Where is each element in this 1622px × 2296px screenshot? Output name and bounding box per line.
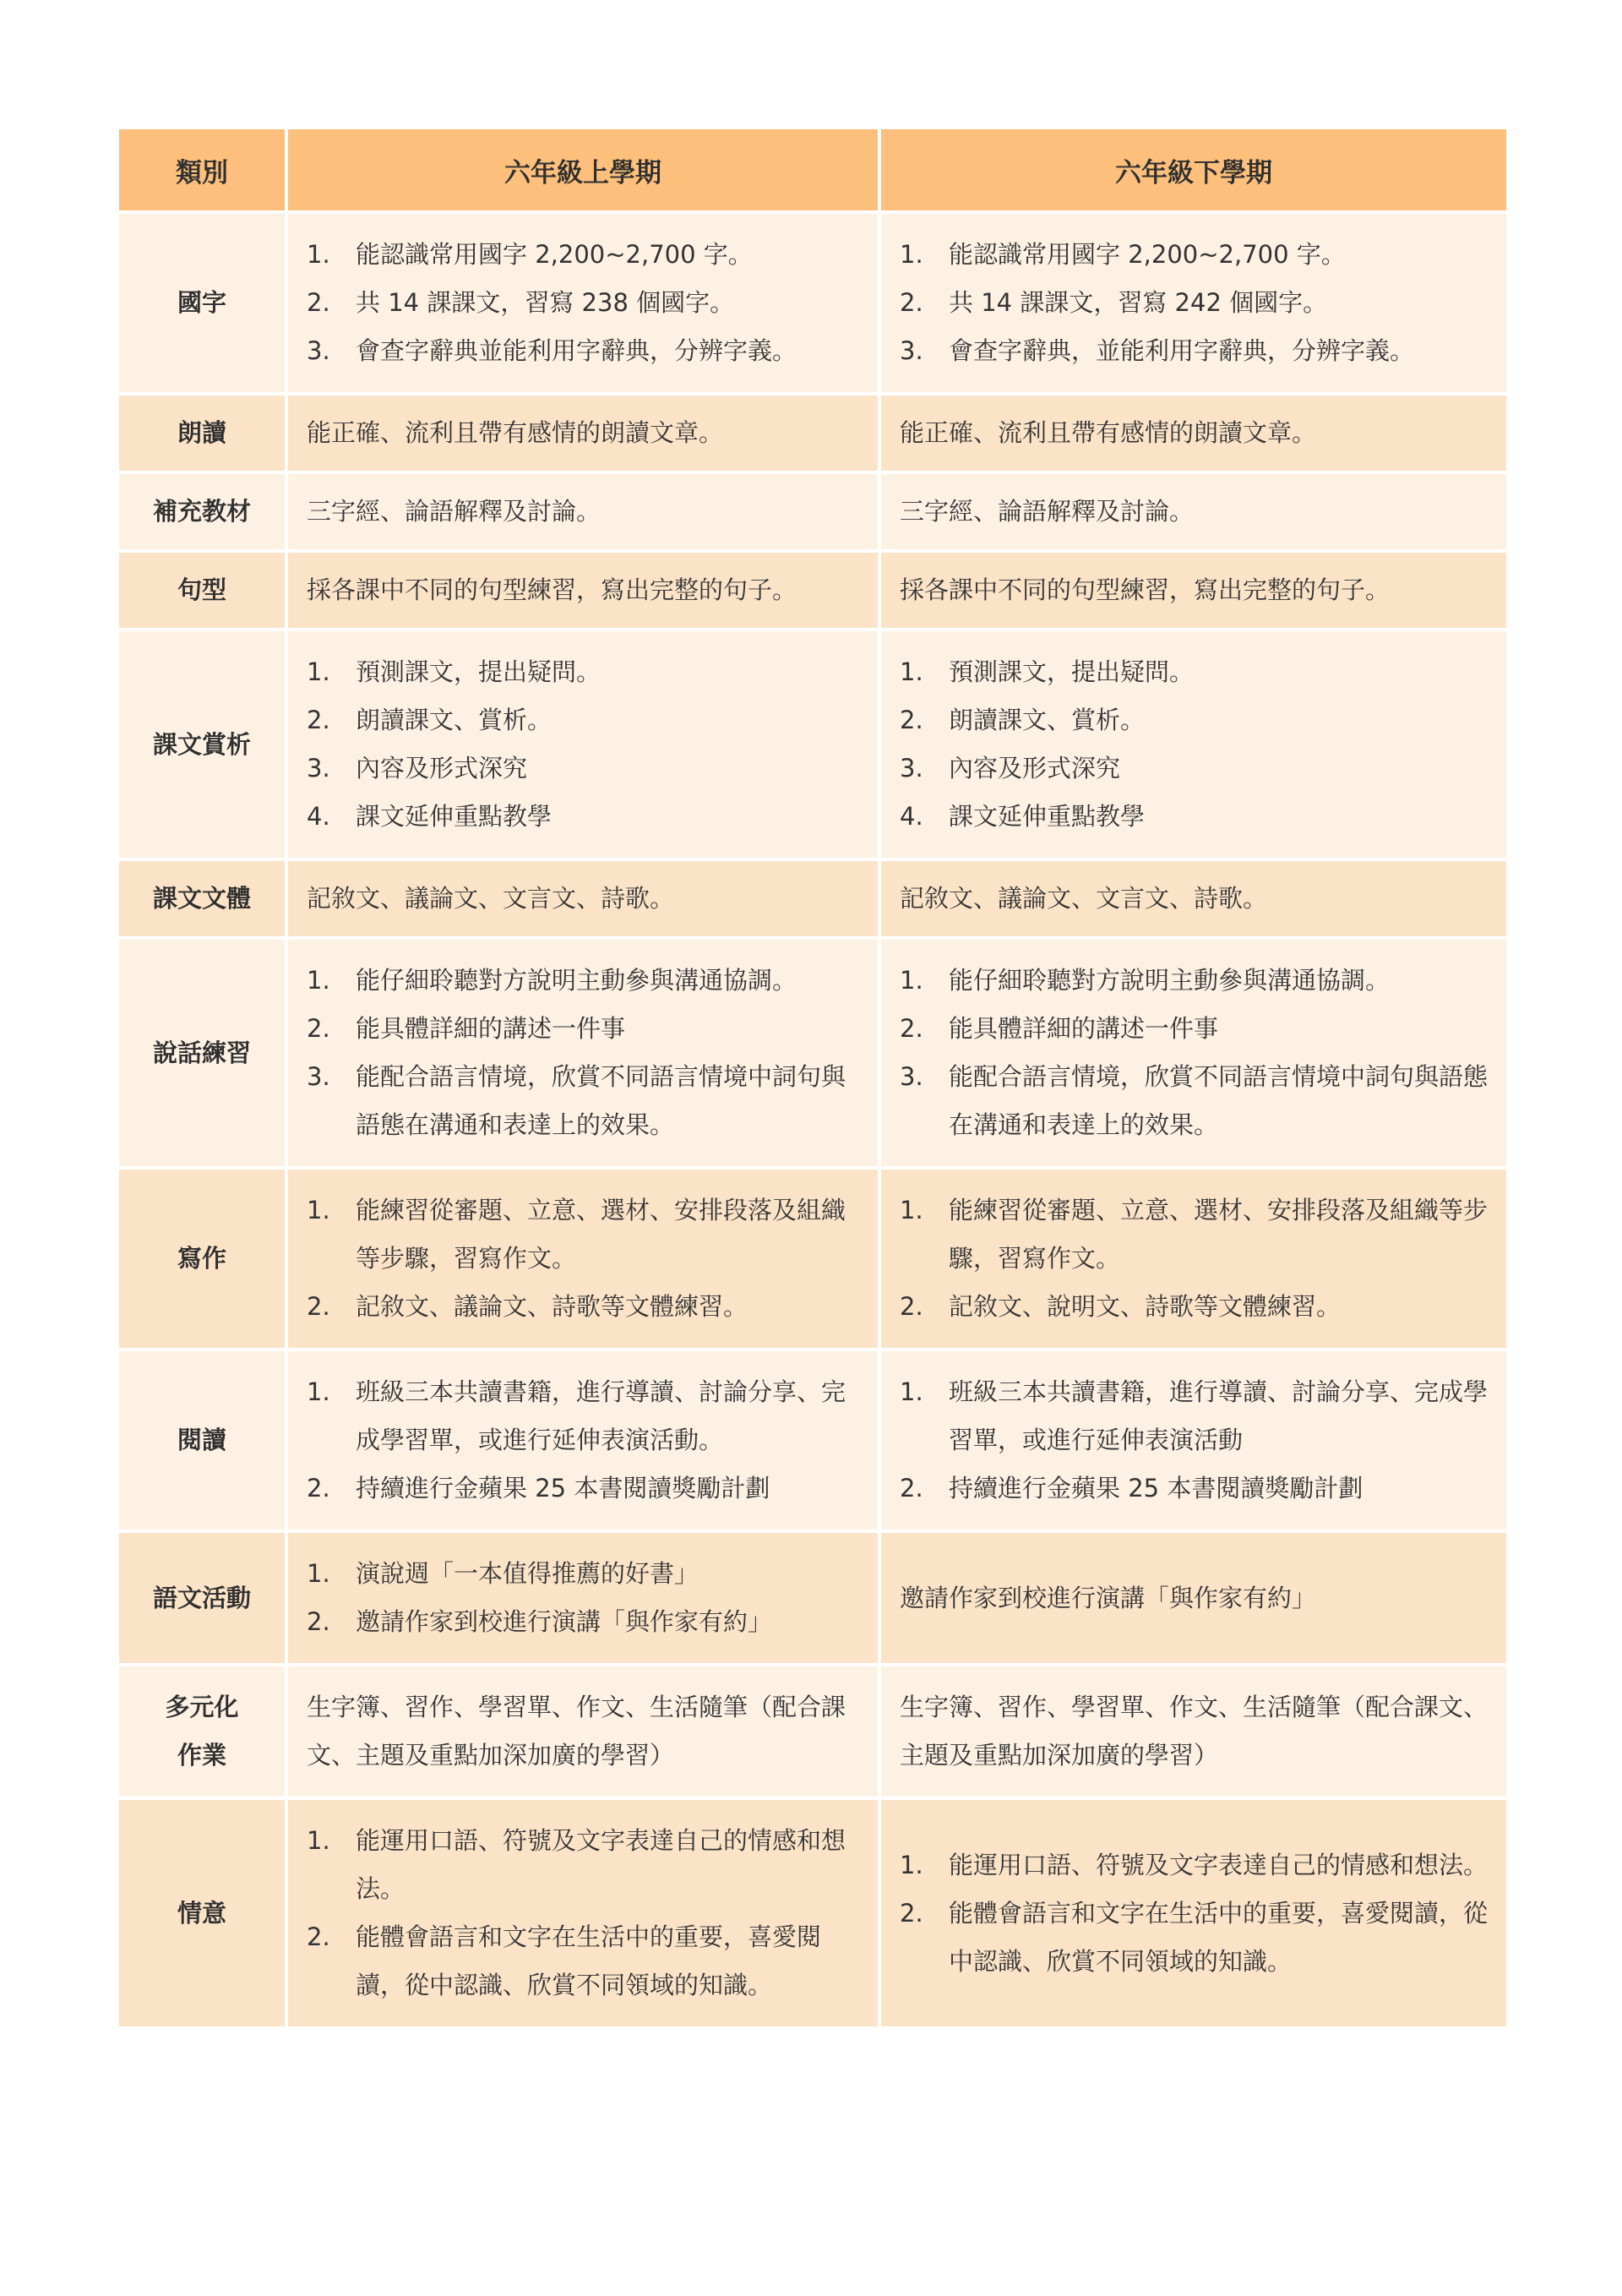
category-label: 句型	[177, 575, 226, 604]
list-item	[900, 1053, 1488, 1149]
list-item	[900, 279, 1488, 327]
category-cell	[119, 1533, 285, 1663]
table-row	[119, 1800, 1506, 2026]
category-label: 課文賞析	[152, 729, 251, 759]
second-semester-cell	[881, 1170, 1506, 1348]
list-item-text: 內容及形式深究	[949, 754, 1121, 783]
list-number: 2.	[307, 1922, 330, 1951]
first-semester-cell	[288, 214, 878, 392]
first-semester-cell	[288, 553, 878, 628]
list-number: 1.	[307, 1826, 330, 1855]
table-body	[119, 214, 1506, 2026]
second-semester-cell	[881, 1533, 1506, 1663]
list-number: 1.	[307, 657, 330, 686]
list-item-text: 能體會語言和文字在生活中的重要，喜愛閱讀，從中認識、欣賞不同領域的知識。	[356, 1922, 822, 1999]
list-number: 2.	[900, 706, 923, 734]
list-item-text: 能體會語言和文字在生活中的重要，喜愛閱讀，從中認識、欣賞不同領域的知識。	[949, 1898, 1489, 1976]
item-list	[900, 1841, 1488, 1986]
category-cell	[119, 1170, 285, 1348]
category-cell	[119, 395, 285, 471]
list-number: 2.	[900, 288, 923, 317]
header-second-semester: 六年級下學期	[881, 129, 1506, 210]
list-item-text: 能仔細聆聽對方說明主動參與溝通協調。	[949, 966, 1391, 995]
list-item	[900, 957, 1488, 1005]
item-list	[307, 1550, 859, 1646]
header-category: 類別	[119, 129, 285, 210]
category-cell	[119, 861, 285, 936]
list-item	[900, 696, 1488, 744]
list-item	[900, 327, 1488, 375]
list-item-text: 課文延伸重點教學	[949, 802, 1146, 831]
list-item-text: 能認識常用國字 2,200~2,700 字。	[356, 240, 753, 269]
list-item	[307, 1283, 859, 1331]
cell-text: 生字簿、習作、學習單、作文、生活隨筆（配合課文、主題及重點加深加廣的學習）	[900, 1693, 1489, 1770]
cell-text: 邀請作家到校進行演講「與作家有約」	[900, 1583, 1317, 1612]
header-first-semester: 六年級上學期	[288, 129, 878, 210]
list-item-text: 朗讀課文、賞析。	[356, 706, 552, 734]
table-row	[119, 631, 1506, 858]
list-item-text: 能運用口語、符號及文字表達自己的情感和想法。	[356, 1826, 846, 1903]
category-label: 多元化	[165, 1693, 239, 1721]
list-number: 3.	[307, 336, 330, 365]
header-row	[119, 129, 1506, 210]
list-number: 1.	[900, 657, 923, 686]
list-item-text: 班級三本共讀書籍，進行導讀、討論分享、完成學習單，或進行延伸表演活動	[949, 1377, 1489, 1454]
category-cell	[119, 1800, 285, 2026]
list-number: 1.	[900, 1196, 923, 1224]
list-number: 3.	[900, 336, 923, 365]
list-item	[307, 1053, 859, 1149]
list-item-text: 能仔細聆聽對方說明主動參與溝通協調。	[356, 966, 797, 995]
list-item	[307, 1464, 859, 1513]
list-item-text: 持續進行金蘋果 25 本書閱讀獎勵計劃	[949, 1474, 1363, 1502]
second-semester-cell	[881, 214, 1506, 392]
cell-text: 採各課中不同的句型練習，寫出完整的句子。	[307, 575, 797, 604]
list-item	[900, 1005, 1488, 1053]
first-semester-cell	[288, 474, 878, 549]
cell-text: 記敘文、議論文、文言文、詩歌。	[900, 884, 1268, 913]
first-semester-cell	[288, 1666, 878, 1797]
list-item-text: 課文延伸重點教學	[356, 802, 552, 831]
list-item	[900, 1186, 1488, 1283]
first-semester-cell	[288, 1170, 878, 1348]
cell-text: 生字簿、習作、學習單、作文、生活隨筆（配合課文、主題及重點加深加廣的學習）	[307, 1693, 846, 1770]
list-item	[900, 1283, 1488, 1331]
list-item	[307, 1368, 859, 1464]
list-item	[307, 957, 859, 1005]
item-list	[900, 957, 1488, 1149]
table-row	[119, 861, 1506, 936]
category-label: 閱讀	[177, 1426, 226, 1454]
item-list	[900, 1186, 1488, 1331]
cell-text: 能正確、流利且帶有感情的朗讀文章。	[900, 418, 1317, 447]
table-row	[119, 1533, 1506, 1663]
list-number: 3.	[307, 1062, 330, 1091]
list-number: 1.	[900, 240, 923, 269]
category-cell	[119, 1351, 285, 1530]
list-item	[900, 1841, 1488, 1890]
item-list	[307, 231, 859, 375]
list-item	[900, 1464, 1488, 1513]
list-item	[307, 696, 859, 744]
category-cell	[119, 474, 285, 549]
list-item-text: 會查字辭典並能利用字辭典，分辨字義。	[356, 336, 797, 365]
second-semester-cell	[881, 474, 1506, 549]
list-item	[307, 1005, 859, 1053]
list-item	[900, 1890, 1488, 1986]
list-number: 1.	[307, 1196, 330, 1224]
list-number: 4.	[307, 802, 330, 831]
category-cell	[119, 631, 285, 858]
list-item	[307, 744, 859, 793]
list-item-text: 能運用口語、符號及文字表達自己的情感和想法。	[949, 1850, 1489, 1879]
list-item	[307, 793, 859, 841]
list-item	[307, 1186, 859, 1283]
list-item	[900, 793, 1488, 841]
first-semester-cell	[288, 940, 878, 1166]
second-semester-cell	[881, 1351, 1506, 1530]
list-number: 2.	[900, 1474, 923, 1502]
category-label: 情意	[177, 1898, 226, 1928]
list-item-text: 能具體詳細的講述一件事	[356, 1014, 626, 1043]
list-item-text: 能練習從審題、立意、選材、安排段落及組織等步驟，習寫作文。	[949, 1196, 1489, 1273]
list-item	[900, 1368, 1488, 1464]
list-item-text: 記敘文、議論文、詩歌等文體練習。	[356, 1292, 748, 1321]
second-semester-cell	[881, 861, 1506, 936]
list-item-text: 內容及形式深究	[356, 754, 528, 783]
table-row	[119, 940, 1506, 1166]
list-item	[307, 1913, 859, 2010]
category-cell	[119, 214, 285, 392]
first-semester-cell	[288, 1533, 878, 1663]
list-number: 2.	[900, 1898, 923, 1928]
cell-text: 三字經、論語解釋及討論。	[900, 497, 1195, 526]
table-row	[119, 553, 1506, 628]
category-label: 語文活動	[152, 1583, 251, 1612]
category-cell	[119, 940, 285, 1166]
list-item-text: 能認識常用國字 2,200~2,700 字。	[949, 240, 1346, 269]
first-semester-cell	[288, 395, 878, 471]
list-number: 1.	[307, 966, 330, 995]
table-row	[119, 395, 1506, 471]
list-item-text: 能配合語言情境，欣賞不同語言情境中詞句與語態在溝通和表達上的效果。	[949, 1062, 1489, 1139]
list-number: 3.	[900, 1062, 923, 1091]
list-item-text: 共 14 課課文，習寫 238 個國字。	[356, 288, 735, 317]
list-number: 3.	[307, 754, 330, 783]
list-item-text: 演說週「一本值得推薦的好書」	[356, 1559, 699, 1588]
curriculum-table	[116, 126, 1510, 2030]
first-semester-cell	[288, 861, 878, 936]
list-item-text: 能練習從審題、立意、選材、安排段落及組織等步驟，習寫作文。	[356, 1196, 846, 1273]
category-label: 作業	[177, 1741, 226, 1770]
cell-text: 能正確、流利且帶有感情的朗讀文章。	[307, 418, 724, 447]
list-item	[900, 648, 1488, 696]
list-number: 2.	[900, 1014, 923, 1043]
cell-text: 採各課中不同的句型練習，寫出完整的句子。	[900, 575, 1391, 604]
list-item-text: 預測課文，提出疑問。	[356, 657, 601, 686]
cell-text: 記敘文、議論文、文言文、詩歌。	[307, 884, 675, 913]
item-list	[900, 1368, 1488, 1513]
second-semester-cell	[881, 1666, 1506, 1797]
list-number: 2.	[307, 288, 330, 317]
item-list	[900, 231, 1488, 375]
item-list	[307, 648, 859, 841]
list-number: 4.	[900, 802, 923, 831]
list-item	[307, 1550, 859, 1598]
item-list	[307, 1817, 859, 2010]
list-number: 2.	[900, 1292, 923, 1321]
list-item-text: 能配合語言情境，欣賞不同語言情境中詞句與語態在溝通和表達上的效果。	[356, 1062, 846, 1139]
first-semester-cell	[288, 1800, 878, 2026]
list-number: 1.	[307, 240, 330, 269]
list-item	[307, 1598, 859, 1646]
list-number: 2.	[307, 1607, 330, 1636]
category-cell	[119, 553, 285, 628]
item-list	[307, 957, 859, 1149]
category-label: 朗讀	[177, 418, 226, 447]
list-item-text: 持續進行金蘋果 25 本書閱讀獎勵計劃	[356, 1474, 770, 1502]
list-item-text: 能具體詳細的講述一件事	[949, 1014, 1219, 1043]
list-number: 2.	[307, 706, 330, 734]
cell-text: 三字經、論語解釋及討論。	[307, 497, 601, 526]
list-item-text: 會查字辭典，並能利用字辭典，分辨字義。	[949, 336, 1415, 365]
list-item-text: 預測課文，提出疑問。	[949, 657, 1195, 686]
list-number: 2.	[307, 1474, 330, 1502]
second-semester-cell	[881, 940, 1506, 1166]
list-item	[900, 744, 1488, 793]
item-list	[307, 1186, 859, 1331]
list-item-text: 朗讀課文、賞析。	[949, 706, 1146, 734]
list-item-text: 班級三本共讀書籍，進行導讀、討論分享、完成學習單，或進行延伸表演活動。	[356, 1377, 846, 1454]
second-semester-cell	[881, 395, 1506, 471]
list-item	[307, 1817, 859, 1913]
list-item	[307, 648, 859, 696]
category-label: 補充教材	[152, 497, 251, 526]
list-number: 1.	[900, 1850, 923, 1879]
second-semester-cell	[881, 631, 1506, 858]
category-label: 說話練習	[152, 1038, 251, 1067]
list-item	[307, 279, 859, 327]
table-row	[119, 1170, 1506, 1348]
list-item	[307, 231, 859, 279]
second-semester-cell	[881, 1800, 1506, 2026]
second-semester-cell	[881, 553, 1506, 628]
list-number: 3.	[900, 754, 923, 783]
list-number: 1.	[900, 966, 923, 995]
table-row	[119, 474, 1506, 549]
category-label: 寫作	[177, 1244, 226, 1273]
list-item-text: 共 14 課課文，習寫 242 個國字。	[949, 288, 1328, 317]
table-row	[119, 1666, 1506, 1797]
category-label: 國字	[177, 288, 226, 317]
first-semester-cell	[288, 1351, 878, 1530]
list-item-text: 記敘文、說明文、詩歌等文體練習。	[949, 1292, 1342, 1321]
list-number: 1.	[307, 1559, 330, 1588]
list-number: 2.	[307, 1292, 330, 1321]
table-row	[119, 214, 1506, 392]
list-number: 1.	[900, 1377, 923, 1406]
list-item	[900, 231, 1488, 279]
item-list	[307, 1368, 859, 1513]
first-semester-cell	[288, 631, 878, 858]
list-number: 2.	[307, 1014, 330, 1043]
list-item	[307, 327, 859, 375]
list-item-text: 邀請作家到校進行演講「與作家有約」	[356, 1607, 773, 1636]
category-label: 課文文體	[152, 884, 251, 913]
item-list	[900, 648, 1488, 841]
table-row	[119, 1351, 1506, 1530]
category-cell	[119, 1666, 285, 1797]
list-number: 1.	[307, 1377, 330, 1406]
